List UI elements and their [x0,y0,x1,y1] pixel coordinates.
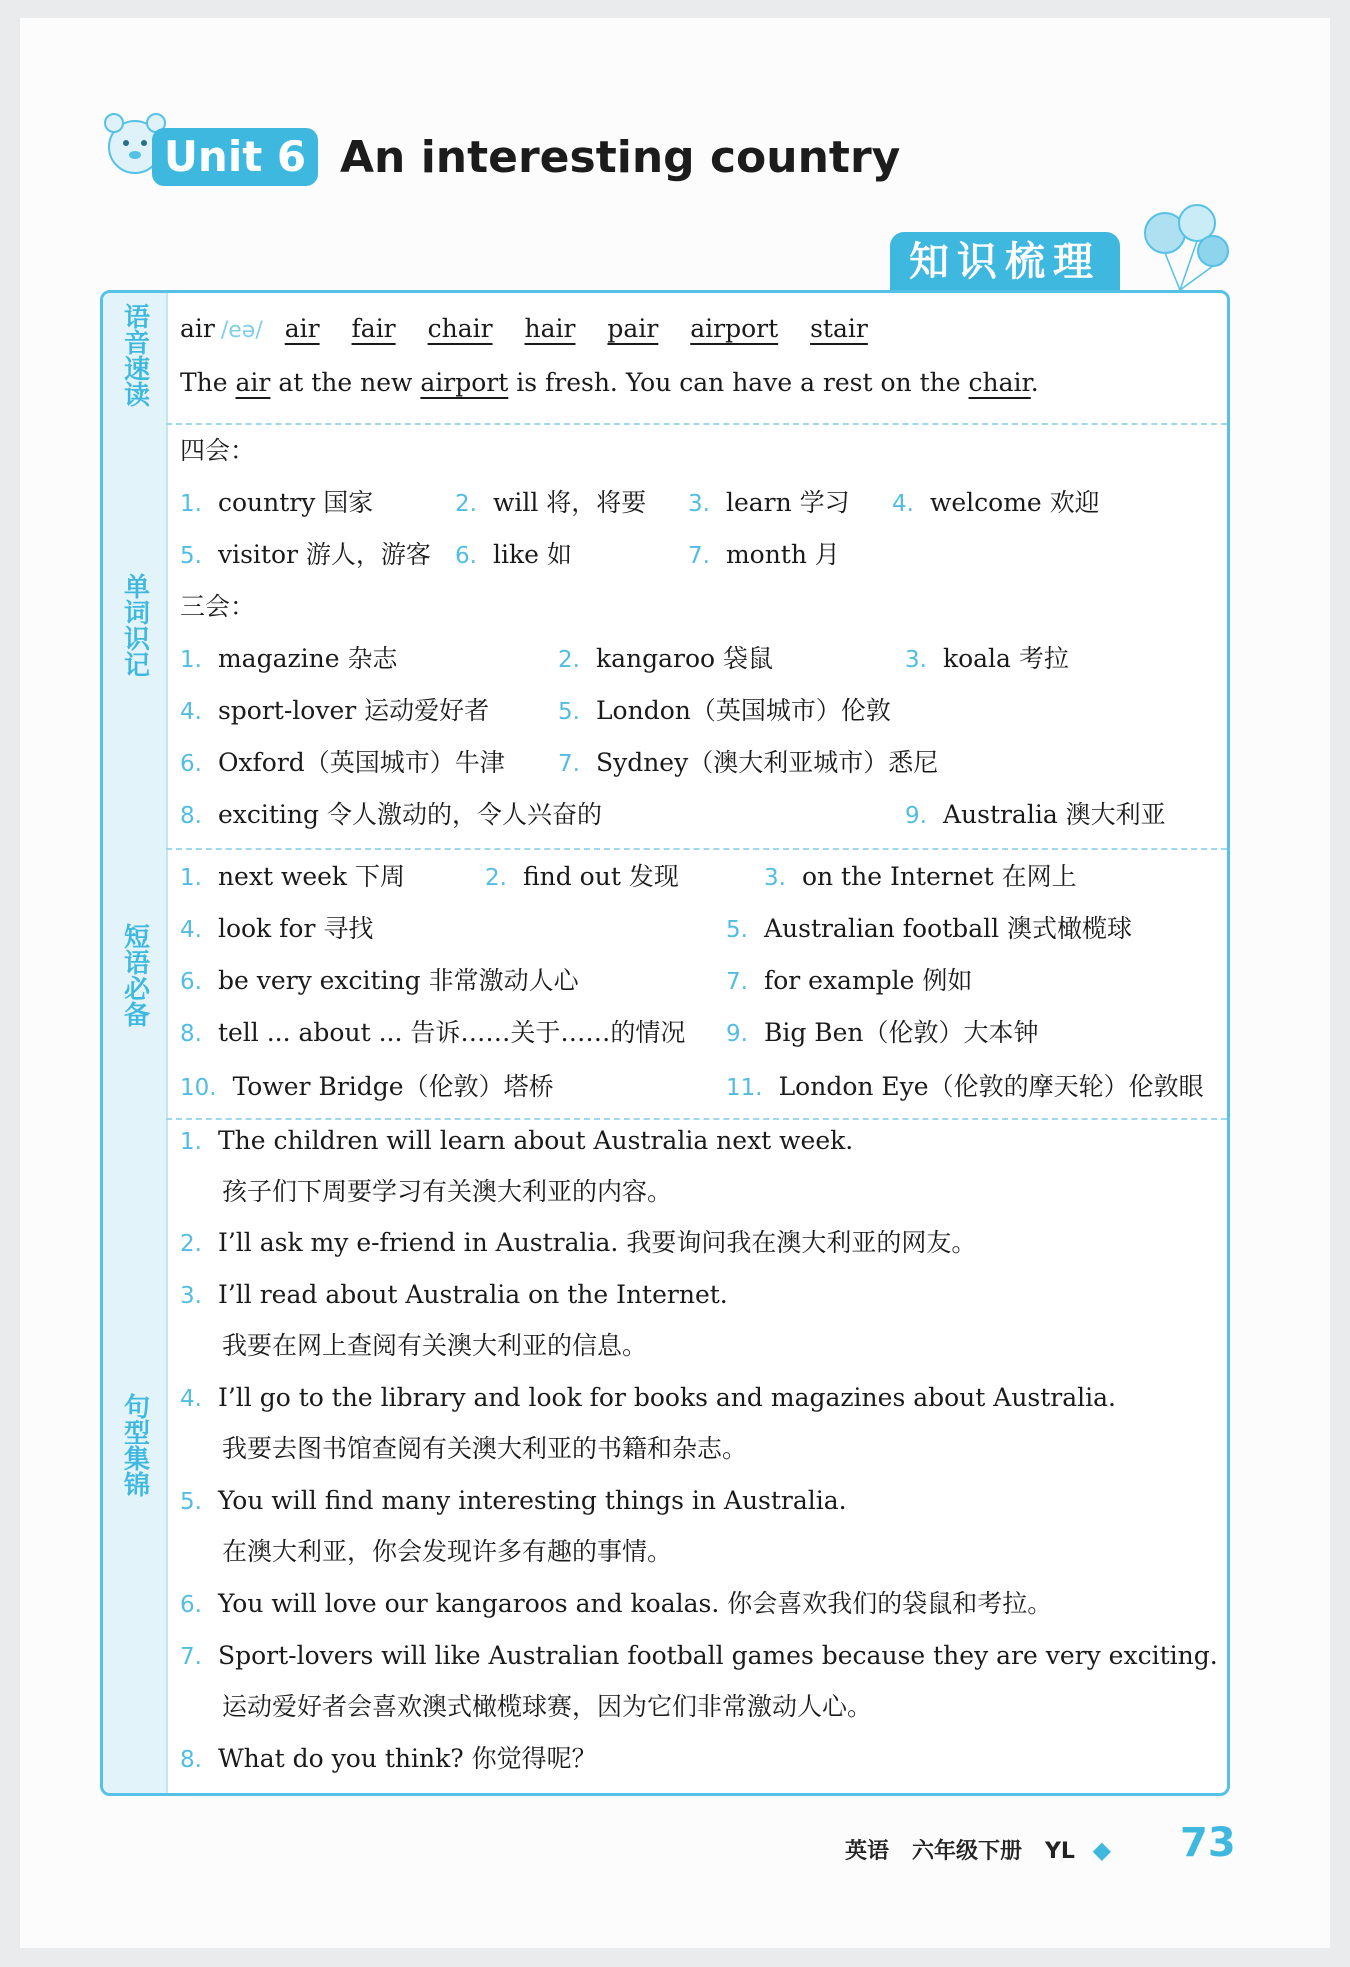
vocab-item: 8. exciting 令人激动的，令人兴奋的 [180,800,602,829]
vocab-three-title: 三会： [180,592,256,621]
divider [166,848,1227,850]
sentence-part: is fresh. You can have a rest on the [508,368,969,397]
sentence-zh: 我要在网上查阅有关澳大利亚的信息。 [222,1331,648,1360]
phonics-sentence [180,366,1039,400]
sidebar-label-vocab: 单词识记 [119,573,150,677]
divider [166,1118,1227,1120]
sentence-en: 6. You will love our kangaroos and koalas. 你会喜欢我们的袋鼠和考拉。 [180,1589,1053,1618]
sentence-en: 8. What do you think? 你觉得呢？ [180,1744,597,1773]
sentence-en: 3. I’ll read about Australia on the Internet. [180,1280,728,1309]
divider [166,423,1227,425]
phonics-sound: air [180,314,215,343]
vocab-item: 2. kangaroo 袋鼠 [558,644,774,673]
phrase-item: 6. be very exciting 非常激动人心 [180,966,579,995]
unit-badge: Unit 6 [152,128,318,186]
diamond-icon: ◆ [1092,1836,1112,1864]
phrase-item: 8. tell ... about ... 告诉……关于……的情况 [180,1018,686,1047]
sentence-en: 1. The children will learn about Australia next week. [180,1126,854,1155]
sentence-part: air [235,368,271,397]
vocab-item: 2. will 将，将要 [455,488,647,517]
sidebar-label-sentences: 句型集锦 [119,1393,150,1497]
vocab-item: 4. welcome 欢迎 [892,488,1100,517]
vocab-item: 5. London（英国城市）伦敦 [558,696,891,725]
phrase-item: 3. on the Internet 在网上 [764,862,1077,891]
phrase-item: 1. next week 下周 [180,862,406,891]
sentence-part: airport [420,368,509,397]
sidebar [103,293,168,1793]
sidebar-label-phrases: 短语必备 [119,923,150,1027]
phonics-word: pair [607,314,659,343]
section-tab: 知识梳理 [890,232,1120,292]
phonics-ipa: /eə/ [220,318,263,343]
phrase-item: 9. Big Ben（伦敦）大本钟 [726,1018,1039,1047]
phrase-item: 2. find out 发现 [485,862,679,891]
vocab-item: 6. Oxford（英国城市）牛津 [180,748,505,777]
sentence-en: 7. Sport-lovers will like Australian football games because they are very exciting. [180,1641,1218,1670]
sentence-zh: 运动爱好者会喜欢澳式橄榄球赛，因为它们非常激动人心。 [222,1692,873,1721]
phonics-word: stair [810,314,868,343]
footer-grade: 六年级下册 [912,1839,1023,1864]
phonics-word: airport [690,314,779,343]
sentence-part: . [1030,368,1039,397]
vocab-item: 7. month 月 [688,540,840,569]
phrase-item: 11. London Eye（伦敦的摩天轮）伦敦眼 [726,1072,1204,1101]
sentence-part: chair [968,368,1031,397]
sentence-zh: 我要去图书馆查阅有关澳大利亚的书籍和杂志。 [222,1434,748,1463]
sentence-zh: 在澳大利亚，你会发现许多有趣的事情。 [222,1537,673,1566]
vocab-four-title: 四会： [180,436,256,465]
vocab-item: 5. visitor 游人，游客 [180,540,431,569]
vocab-item: 6. like 如 [455,540,572,569]
phonics-word: hair [524,314,576,343]
sentence-zh: 孩子们下周要学习有关澳大利亚的内容。 [222,1177,673,1206]
vocab-item: 9. Australia 澳大利亚 [905,800,1166,829]
phrase-item: 7. for example 例如 [726,966,973,995]
balloons-icon [1135,195,1235,295]
footer [845,1830,1121,1872]
sentence-en: 2. I’ll ask my e-friend in Australia. 我要询问我在澳大利亚的网友。 [180,1228,977,1257]
sentence-en: 4. I’ll go to the library and look for books and magazines about Australia. [180,1383,1116,1412]
vocab-item: 1. magazine 杂志 [180,644,398,673]
vocab-item: 1. country 国家 [180,488,374,517]
phrase-item: 4. look for 寻找 [180,914,374,943]
phonics-words-row [180,312,892,348]
sentence-en: 5. You will find many interesting things in Australia. [180,1486,847,1515]
phonics-word: air [284,314,320,343]
footer-edition: YL [1045,1839,1075,1864]
sentence-part: at the new [270,368,421,397]
phonics-word: fair [351,314,396,343]
sentence-part: The [180,368,236,397]
vocab-item: 3. learn 学习 [688,488,850,517]
footer-subject: 英语 [845,1839,890,1864]
vocab-item: 4. sport-lover 运动爱好者 [180,696,490,725]
phrase-item: 5. Australian football 澳式橄榄球 [726,914,1133,943]
page-number: 73 [1180,1820,1236,1866]
vocab-item: 7. Sydney（澳大利亚城市）悉尼 [558,748,939,777]
unit-title: An interesting country [340,132,901,183]
phonics-word: chair [427,314,493,343]
vocab-item: 3. koala 考拉 [905,644,1069,673]
sidebar-label-phonics: 语音速读 [119,303,150,407]
phrase-item: 10. Tower Bridge（伦敦）塔桥 [180,1072,554,1101]
